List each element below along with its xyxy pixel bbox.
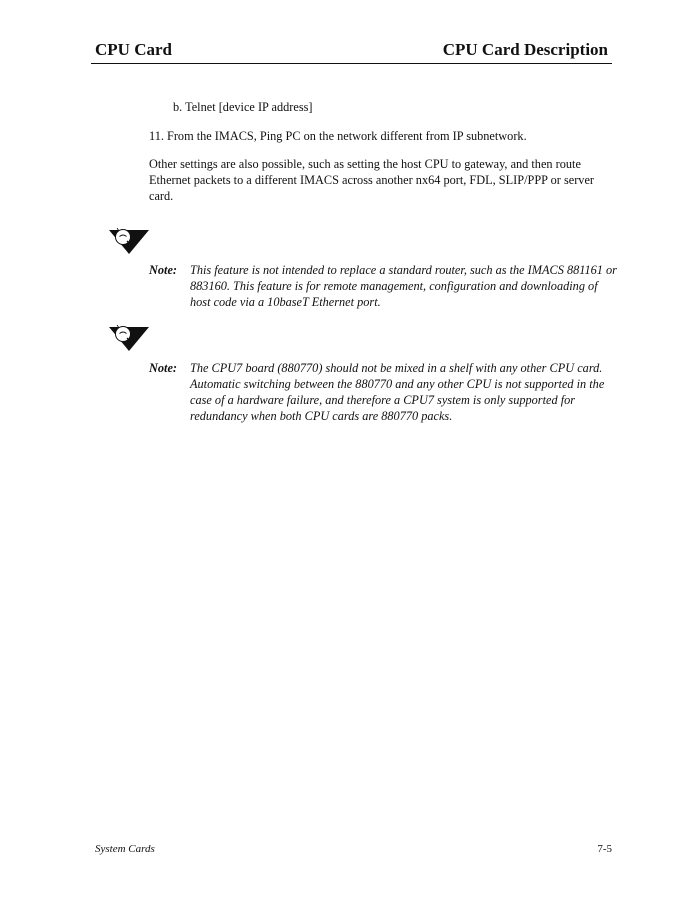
footer-section-name: System Cards [95, 843, 155, 855]
note-label: Note: [149, 361, 177, 375]
footer-page-number: 7-5 [597, 843, 612, 855]
note-1 [149, 262, 619, 310]
header-chapter-title: CPU Card [95, 40, 172, 59]
header-section-title: CPU Card Description [442, 40, 608, 59]
header-divider [91, 63, 612, 64]
note-text: The CPU7 board (880770) should not be mixed in a shelf with any other CPU card. Automatic switching between the 880770 and any other CPU is not supported in the case of a hardware failure, and therefore a CPU7 system is only supported for redundancy when both CPU cards are 880770 packs. [190, 361, 605, 423]
step-11-ping: 11. From the IMACS, Ping PC on the network different from IP subnetwork. [149, 129, 527, 143]
lightbulb-note-icon [108, 322, 150, 352]
other-settings-paragraph: Other settings are also possible, such as setting the host CPU to gateway, and then route Ethernet packets to a different IMACS across another nx64 port, FDL, SLIP/PPP or server card. [149, 157, 594, 203]
step-b-telnet: b. Telnet [device IP address] [173, 100, 313, 114]
lightbulb-note-icon [108, 225, 150, 255]
note-2 [149, 360, 619, 424]
note-label: Note: [149, 263, 177, 277]
note-text: This feature is not intended to replace a standard router, such as the IMACS 881161 or 883160. This feature is for remote management, configuration and downloading of host code via a 10baseT Ethernet port. [190, 263, 617, 309]
